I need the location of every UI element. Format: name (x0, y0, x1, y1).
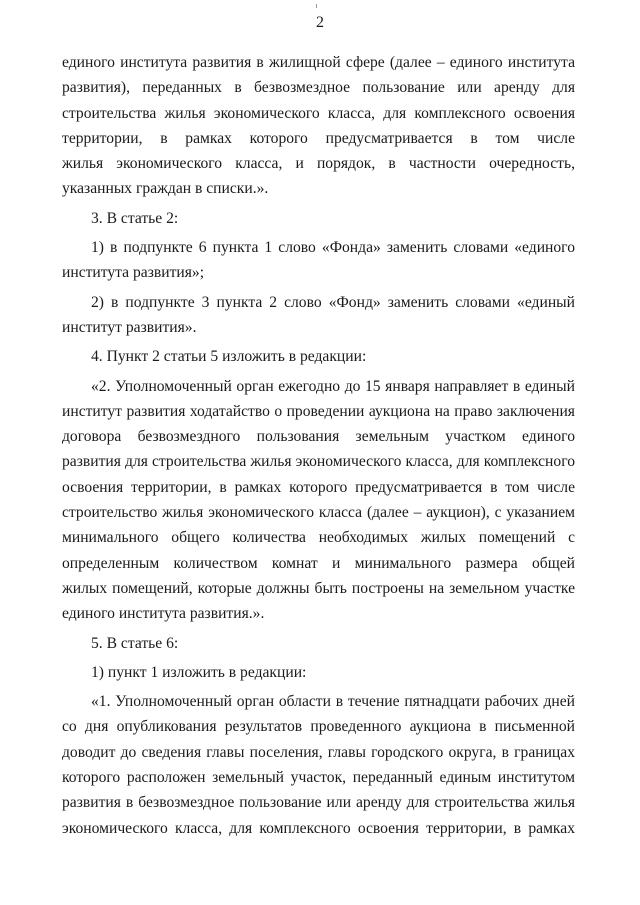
text-line: 2) в подпункте 3 пункта 2 слово «Фонд» заменить словами «единый (91, 293, 575, 311)
text-line: жилых помещений, которые должны быть построены на земельном участке (62, 579, 575, 597)
text-line: договора безвозмездного пользования земельным участком единого (62, 428, 575, 446)
text-line: которого расположен земельный участок, переданный единым институтом (62, 769, 575, 787)
text-line: жилья экономического класса, и порядок, в частности очередность, (62, 155, 575, 173)
text-line: указанных граждан в списки.». (62, 180, 269, 198)
text-line: 1) в подпункте 6 пункта 1 слово «Фонда» заменить словами «единого (91, 239, 575, 257)
text-line: строительства жилья экономического класса, для комплексного освоения (62, 104, 575, 122)
text-line: строительство жилья экономического класса (далее – аукцион), с указанием (62, 504, 575, 522)
text-line: экономического класса, для комплексного освоения территории, в рамках (62, 819, 575, 837)
text-line: «2. Уполномоченный орган ежегодно до 15 января направляет в единый (91, 377, 575, 395)
text-line: 3. В статье 2: (91, 209, 179, 227)
text-line: «1. Уполномоченный орган области в течение пятнадцати рабочих дней (91, 693, 575, 711)
text-line: развития), переданных в безвозмездное пользование или аренду для (62, 79, 575, 97)
text-line: 5. В статье 6: (91, 634, 179, 652)
document-body (62, 50, 575, 841)
text-line: территории, в рамках которого предусматривается в том числе (62, 129, 575, 147)
text-line: доводит до сведения главы поселения, главы городского округа, в границах (62, 743, 575, 761)
text-line: развития в безвозмездное пользование или аренду для строительства жилья (62, 794, 575, 812)
page-number: 2 (316, 14, 324, 31)
text-line: институт развития». (62, 318, 197, 336)
text-line: единого института развития в жилищной сфере (далее – единого института (62, 54, 575, 71)
text-line: институт развития ходатайство о проведении аукциона на право заключения (62, 402, 575, 420)
text-line: освоения территории, в рамках которого предусматривается в том числе (62, 478, 575, 496)
text-line: института развития»; (62, 264, 205, 282)
text-line: 4. Пункт 2 статьи 5 изложить в редакции: (91, 348, 367, 366)
text-line: минимального общего количества необходимых жилых помещений с (62, 529, 575, 547)
text-line: 1) пункт 1 изложить в редакции: (91, 663, 307, 681)
text-line: определенным количеством комнат и минимального размера общей (62, 554, 575, 572)
scan-mark (316, 4, 317, 8)
text-line: со дня опубликования результатов проведенного аукциона в письменной (62, 718, 575, 736)
text-line: единого института развития.». (62, 605, 265, 623)
text-line: развития для строительства жилья экономического класса, для комплексного (62, 453, 575, 471)
